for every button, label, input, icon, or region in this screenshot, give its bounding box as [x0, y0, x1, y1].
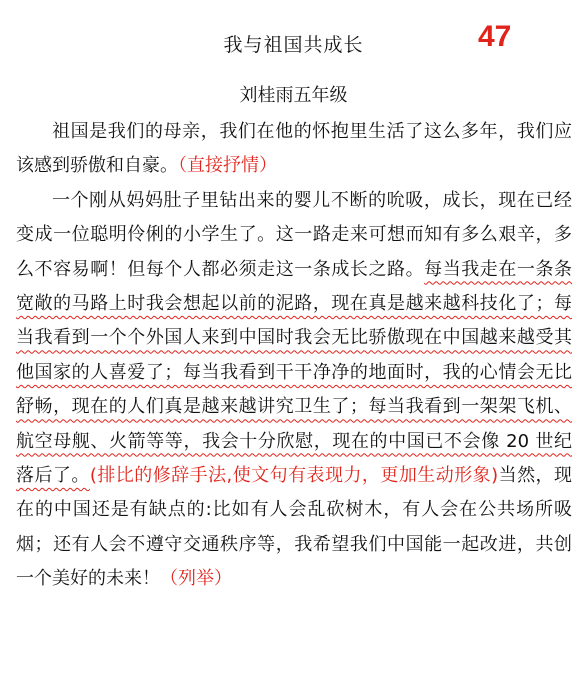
author-line: 刘桂雨五年级 [239, 85, 348, 106]
teacher-comment-1: （直接抒情） [178, 155, 277, 177]
paragraph-1-text: 祖国是我们的母亲，我们在他的怀抱里生活了这么多年，我们应该感到骄傲和自豪。 [16, 121, 572, 177]
essay-body [16, 115, 572, 597]
essay-title: 我与祖国共成长 [223, 34, 364, 56]
score-mark: 47 [478, 20, 512, 53]
paragraph-2-intro: 一个刚从妈妈肚子里钻出来的婴儿不断的吮吸，成长，现在已经变成一位聪明伶俐的小学生了。这一路走来可想而知有多么艰辛，多么不容易啊！但每个人都必须走这一条成长之路。 [16, 189, 572, 280]
paragraph-2-rest: 当然，现在的中国还是有缺点的:比如有人会乱砍树木，有人会在公共场所吸烟；还有人会不遵守交通秩序等，我希望我们中国能一起改进，共创一个美好的未来！ [16, 465, 573, 590]
parallelism-passage: 每当我走在一条条宽敞的马路上时我会想起以前的泥路，现在真是越来越科技化了；每当我看到一个个外国人来到中国时我会无比骄傲现在中国越来越受其他国家的人喜爱了；每当我看到干干净净的地面时，我的心情会无比舒畅，现在的人们真是越来越讲究卫生了；每当我看到一架架飞机、航空母舰、火箭等等，我会十分欣慰，现在的中国已不会像 20 世纪落后了。 [16, 258, 573, 487]
teacher-comment-3: （列举） [160, 568, 232, 590]
paragraph-1 [16, 115, 572, 184]
paragraph-2 [16, 184, 572, 597]
teacher-comment-2: (排比的修辞手法,使文句有表现力，更加生动形象) [89, 465, 499, 487]
